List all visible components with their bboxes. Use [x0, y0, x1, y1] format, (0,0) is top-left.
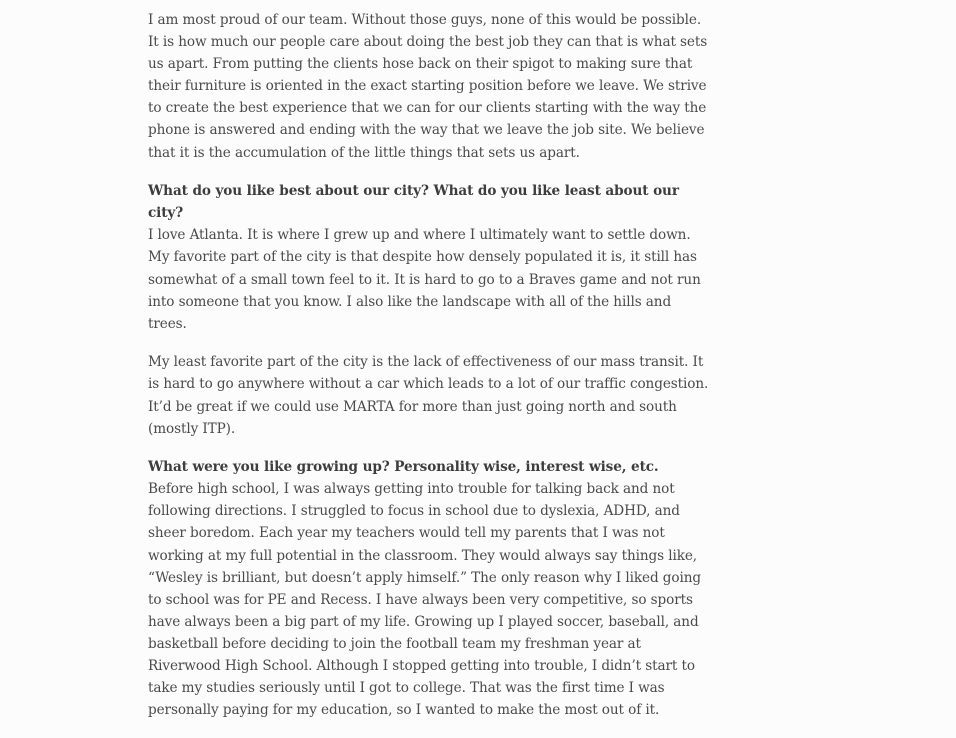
question-city: What do you like best about our city? What do you like least about our city?: [148, 183, 679, 222]
article-body: [148, 9, 710, 738]
paragraph-city-least: My least favorite part of the city is the lack of effectiveness of our mass transit. It is hard to go anywhere without a car which leads to a lot of our traffic congestion. It’d be great if we could use MARTA for more than just going north and south (mostly ITP).: [148, 354, 709, 437]
qa-growing-up: [148, 456, 710, 721]
qa-city: [148, 180, 710, 335]
question-growing-up: What were you like growing up? Personality wise, interest wise, etc.: [148, 459, 659, 476]
paragraph-team-pride: I am most proud of our team. Without those guys, none of this would be possible. It is how much our people care about doing the best job they can that is what sets us apart. From putting the clients hose back on their spigot to making sure that their furniture is oriented in the exact starting position before we leave. We strive to create the best experience that we can for our clients starting with the way the phone is answered and ending with the way that we leave the job site. We believe that it is the accumulation of the little things that sets us apart.: [148, 12, 708, 161]
answer-city-best: I love Atlanta. It is where I grew up and where I ultimately want to settle down. My favorite part of the city is that despite how densely populated it is, it still has somewhat of a small town feel to it. It is hard to go to a Braves game and not run into someone that you know. I also like the landscape with all of the hills and trees.: [148, 227, 701, 332]
answer-growing-up: Before high school, I was always getting into trouble for talking back and not following directions. I struggled to focus in school due to dyslexia, ADHD, and sheer boredom. Each year my teachers would tell my parents that I was not working at my full potential in the classroom. They would always say things like, “Wesley is brilliant, but doesn’t apply himself.” The only reason why I liked going to school was for PE and Recess. I have always been very competitive, so sports have always been a big part of my life. Growing up I played soccer, baseball, and basketball before deciding to join the football team my freshman year at Riverwood High School. Although I stopped getting into trouble, I didn’t start to take my studies seriously until I got to college. That was the first time I was personally paying for my education, so I wanted to make the most out of it.: [148, 481, 701, 719]
